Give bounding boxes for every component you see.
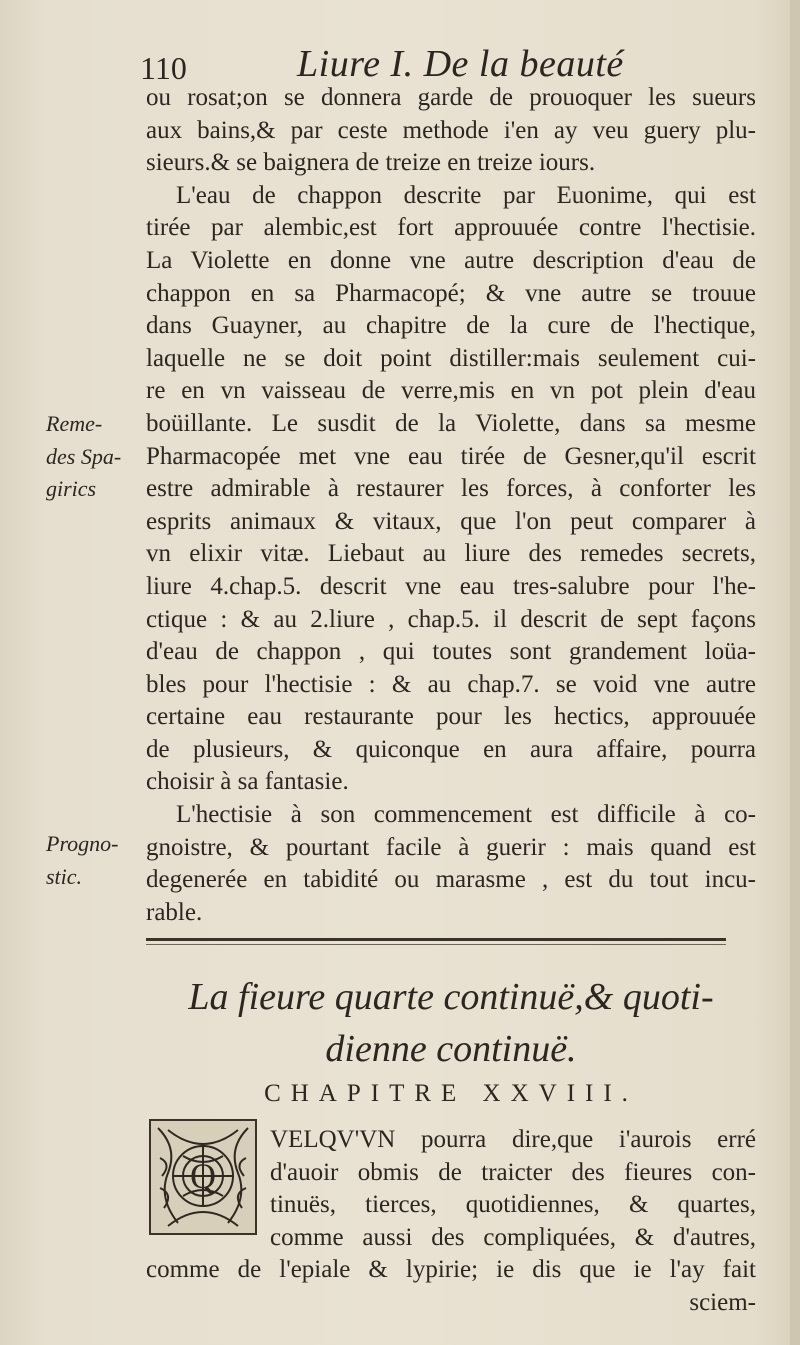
text-line: d'eau de chappon , qui toutes sont grandement loüa- xyxy=(146,638,756,666)
drop-cap-letter: Q xyxy=(190,1156,216,1196)
text-line: certaine eau restaurante pour les hectics, approuuée xyxy=(146,703,756,731)
text-line: comme de l'epiale & lypirie; ie dis que ie l'ay fait xyxy=(146,1256,756,1283)
text-line: d'auoir obmis de traicter des fieures con- xyxy=(270,1158,756,1186)
text-line: Pharmacopée met vne eau tirée de Gesner,qu'il escrit xyxy=(146,442,756,470)
ornamental-drop-cap xyxy=(148,1118,258,1236)
text-line: tinuës, tierces, quotidiennes, & quartes, xyxy=(270,1191,756,1219)
text-line: esprits animaux & vitaux, que l'on peut comparer à xyxy=(146,507,756,535)
text-line: laquelle ne se doit point distiller:mais seulement cui- xyxy=(146,344,756,372)
page-number: 110 xyxy=(140,50,187,86)
text-line: re en vn vaisseau de verre,mis en vn pot plein d'eau xyxy=(146,377,756,405)
margin-note-line: des Spa- xyxy=(46,443,122,469)
margin-note-line: Reme- xyxy=(46,411,103,436)
text-line: choisir à sa fantasie. xyxy=(146,768,349,796)
margin-note-line: girics xyxy=(46,476,97,502)
chapter-title-line2: dienne continuë. xyxy=(325,1028,577,1070)
floral-ornament-icon xyxy=(148,1118,258,1236)
text-line: comme aussi des compliquées, & d'autres, xyxy=(270,1223,756,1251)
text-line: La Violette en donne vne autre description d'eau de xyxy=(146,246,756,274)
text-line: gnoistre, & pourtant facile à guerir : mais quand est xyxy=(146,833,756,861)
text-line: estre admirable à restaurer les forces, à conforter les xyxy=(146,475,756,503)
margin-note-prognostic xyxy=(46,828,119,893)
text-line: vn elixir vitæ. Liebaut au liure des remedes secrets, xyxy=(146,540,756,568)
text-line: ctique : & au 2.liure , chap.5. il descrit de sept façons xyxy=(146,605,756,633)
text-line: ou rosat;on se donnera garde de prouoquer les sueurs xyxy=(146,84,756,111)
margin-note-line: stic. xyxy=(46,863,83,889)
text-line: dans Guayner, au chapitre de la cure de l'hectique, xyxy=(146,312,756,340)
text-line: VELQV'VN pourra dire,que i'aurois erré xyxy=(270,1126,756,1153)
section-divider xyxy=(146,938,726,941)
text-line: aux bains,& par ceste methode i'en ay veu guery plu- xyxy=(146,116,756,144)
chapter-heading: CHAPITRE XXVIII. xyxy=(264,1080,638,1107)
chapter-body-text xyxy=(146,1254,756,1319)
main-text xyxy=(146,82,756,929)
text-line: bles pour l'hectisie : & au chap.7. se void vne autre xyxy=(146,670,756,698)
text-line: L'hectisie à son commencement est difficile à co- xyxy=(176,801,756,829)
chapter-title-line1: La fieure quarte continuë,& quoti- xyxy=(188,976,714,1018)
margin-note-remedes xyxy=(46,408,121,506)
text-line: boüillante. Le susdit de la Violette, dans sa mesme xyxy=(146,409,756,437)
margin-note-line: Progno- xyxy=(46,831,119,856)
chapter-intro-text xyxy=(270,1124,756,1254)
text-line: L'eau de chappon descrite par Euonime, qui est xyxy=(176,181,756,209)
text-line: sieurs.& se baignera de treize en treize iours. xyxy=(146,149,596,177)
running-title: Liure I. De la beauté xyxy=(297,43,624,85)
text-line: degenerée en tabidité ou marasme , est du tout incu- xyxy=(146,866,756,894)
section-divider-thin xyxy=(146,944,726,945)
text-line: chappon en sa Pharmacopé; & vne autre se trouue xyxy=(146,279,756,307)
text-line: tirée par alembic,est fort approuuée contre l'hectisie. xyxy=(146,214,756,242)
text-line: de plusieurs, & quiconque en aura affaire, pourra xyxy=(146,735,756,763)
text-line: rable. xyxy=(146,898,203,926)
page-edge xyxy=(790,0,800,1345)
catchword: sciem- xyxy=(689,1288,756,1316)
text-line: liure 4.chap.5. descrit vne eau tres-salubre pour l'he- xyxy=(146,572,756,600)
